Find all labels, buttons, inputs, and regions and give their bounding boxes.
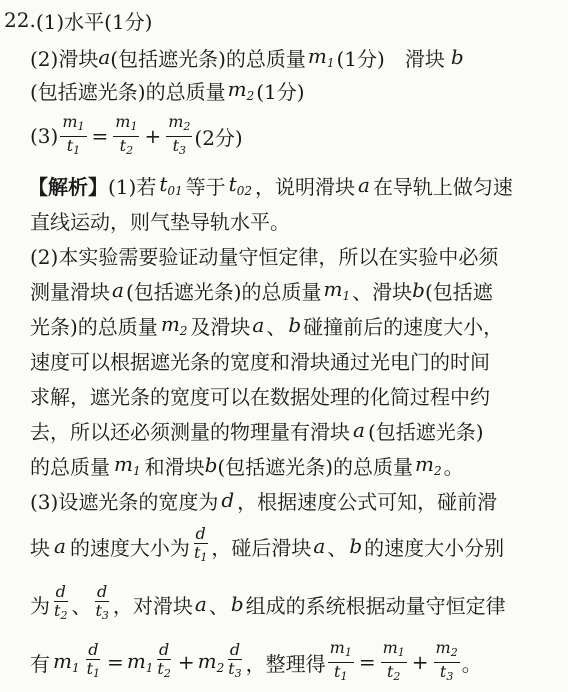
- var-a: a: [358, 173, 370, 197]
- frac-d-t2: $\frac{d}{t_2}$: [54, 582, 68, 622]
- var-a: a: [98, 45, 111, 69]
- text: 组成的系统根据动量守恒定律: [245, 593, 506, 618]
- text: ，根据速度公式可知，碰前滑: [237, 489, 498, 514]
- frac-m2-t3: $\frac{m_2}{t_3}$: [168, 111, 191, 157]
- text: 。: [443, 454, 464, 479]
- var-b: b: [450, 45, 464, 69]
- line-12: [30, 410, 568, 450]
- text: ，整理得: [245, 651, 326, 676]
- var-a: a: [112, 278, 124, 302]
- text: 、: [327, 535, 348, 560]
- text: 的速度大小为: [69, 535, 190, 560]
- line-5: [28, 165, 568, 205]
- line-15: [30, 520, 568, 572]
- var-b: b: [204, 453, 218, 477]
- line-14: [30, 480, 568, 520]
- line-4-formula: [30, 112, 568, 160]
- frac-d-t2: $\frac{d}{t_2}$: [157, 640, 171, 680]
- text: 速度可以根据遮光条的宽度和滑块通过光电门的时间: [30, 349, 490, 374]
- var-m1: $m_1$: [323, 277, 351, 303]
- text: (2)本实验需要验证动量守恒定律，所以在实验中必须: [30, 244, 499, 269]
- text: ，说明滑块: [255, 174, 355, 199]
- var-m2: $m_2$: [160, 312, 188, 338]
- var-t01: $t_{01}$: [159, 172, 183, 198]
- line-10: [30, 340, 568, 380]
- equals-sign: =: [107, 650, 124, 674]
- text: ，碰后滑块: [211, 535, 312, 560]
- text: (包括遮光条)的总质量: [217, 454, 414, 479]
- frac-d-t3: $\frac{d}{t_3}$: [228, 640, 242, 680]
- question-number: 22.: [4, 8, 36, 32]
- text: 去，所以还必须测量的物理量有滑块: [30, 419, 350, 444]
- line-11: [30, 375, 568, 415]
- text: (3): [30, 124, 59, 148]
- text: 、: [208, 593, 229, 618]
- text: 为: [30, 593, 50, 618]
- plus-sign: +: [411, 650, 429, 674]
- text: 、: [71, 593, 92, 618]
- text: 测量滑块: [30, 279, 110, 304]
- var-a: a: [54, 534, 66, 558]
- var-a: a: [353, 418, 365, 442]
- text: (1分) 滑块: [336, 46, 445, 71]
- line-17-formula: [30, 636, 568, 688]
- text: 。: [461, 651, 482, 676]
- text: (2分): [194, 125, 243, 150]
- var-m1: $m_1$: [307, 44, 335, 70]
- line-7: [30, 235, 568, 275]
- line-1: [0, 0, 568, 40]
- var-b: b: [230, 592, 244, 616]
- plus-sign: +: [177, 650, 195, 674]
- text: (1)若: [108, 174, 157, 199]
- text: (2)滑块: [30, 46, 99, 71]
- text: (包括遮: [424, 279, 493, 304]
- frac-d-t1: $\frac{d}{t_1}$: [86, 640, 101, 680]
- part1-answer: (1)水平(1分): [35, 9, 153, 34]
- text: (包括遮光条)的总质量: [30, 79, 226, 104]
- plus-sign: +: [144, 124, 162, 148]
- equals-sign: =: [358, 650, 376, 674]
- frac-m1-t2: $\frac{m_1}{t_2}$: [115, 111, 138, 157]
- text: 及滑块: [190, 314, 251, 339]
- var-m2: $m_2$: [197, 649, 225, 675]
- text: 碰撞前后的速度大小，: [303, 314, 504, 339]
- var-m1: $m_1$: [126, 649, 154, 675]
- text: (包括遮光条)的总质量: [110, 46, 306, 71]
- var-m2: $m_2$: [227, 77, 255, 103]
- frac-m2-t3: $\frac{m_2}{t_3}$: [435, 637, 458, 683]
- text: 直线运动，则气垫导轨水平。: [30, 209, 290, 234]
- var-a: a: [252, 313, 265, 337]
- line-8: [30, 270, 568, 310]
- text: (包括遮光条)的总质量: [125, 279, 322, 304]
- text: (3)设遮光条的宽度为: [30, 489, 219, 514]
- frac-d-t3: $\frac{d}{t_3}$: [95, 582, 109, 622]
- var-d: d: [221, 488, 235, 512]
- line-13: [30, 445, 568, 485]
- text: 光条)的总质量: [30, 314, 158, 339]
- var-b: b: [412, 278, 425, 302]
- frac-m1-t2: $\frac{m_1}{t_2}$: [382, 637, 405, 683]
- text: 和滑块: [144, 454, 205, 479]
- line-6: [30, 200, 568, 240]
- var-m1: $m_1$: [114, 452, 141, 478]
- line-9: [30, 305, 568, 345]
- analysis-tag: 【解析】: [28, 174, 108, 199]
- var-m1: $m_1$: [53, 649, 80, 675]
- text: 的速度大小分别: [364, 535, 505, 560]
- text: ，对滑块: [112, 593, 193, 618]
- var-b: b: [349, 534, 363, 558]
- text: 在导轨上做匀速: [372, 174, 513, 199]
- var-b: b: [288, 313, 302, 337]
- text: 的总质量: [30, 454, 110, 479]
- text: 等于: [185, 174, 226, 199]
- text: 有: [30, 651, 50, 676]
- frac-m1-t1: $\frac{m_1}{t_1}$: [62, 111, 85, 157]
- text: 、: [266, 314, 287, 339]
- text: 块: [30, 535, 50, 560]
- equals-sign: =: [91, 124, 109, 148]
- text: 求解，遮光条的宽度可以在数据处理的化简过程中约: [30, 384, 490, 409]
- line-16: [30, 578, 568, 630]
- var-m2: $m_2$: [415, 452, 442, 478]
- var-a: a: [313, 534, 326, 558]
- frac-m1-t1: $\frac{m_1}{t_1}$: [329, 637, 352, 683]
- text: (包括遮光条): [367, 419, 484, 444]
- line-3: [30, 70, 568, 110]
- text: (1分): [256, 79, 305, 104]
- var-a: a: [194, 592, 207, 616]
- frac-d-t1: $\frac{d}{t_1}$: [193, 524, 208, 564]
- text: 、滑块: [352, 279, 413, 304]
- var-t02: $t_{02}$: [228, 172, 252, 198]
